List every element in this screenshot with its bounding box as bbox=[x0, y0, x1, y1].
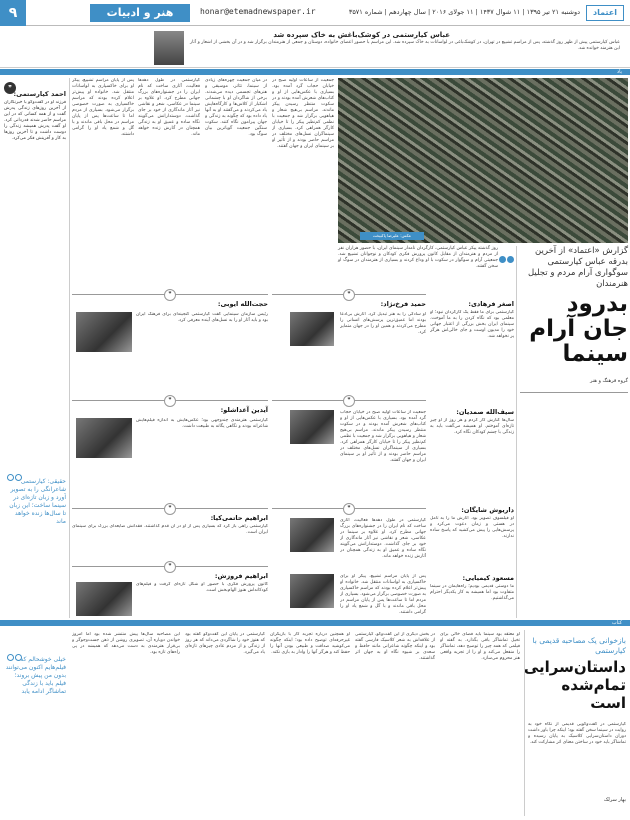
portrait-thumb bbox=[76, 312, 132, 352]
portrait-thumb bbox=[76, 418, 132, 458]
bottom-section-bar bbox=[0, 620, 630, 626]
quote-text-7: کیارستمی راهی باز کرد که بسیاری پس از او در آن قدم گذاشتند. فقدانش ضایعه‌ای بزرگ برای سینمای ایران است. bbox=[72, 524, 268, 535]
quote-text-6: او فیلسوف تصویر بود. آثارش ما را به تأمل در هستی و زمان دعوت می‌کرد و پرسش‌هایی را پیش می‌کشید که پاسخ ساده ندارند. bbox=[430, 516, 514, 539]
section-tab[interactable]: هنر و ادبیات bbox=[90, 4, 190, 22]
portrait-thumb bbox=[290, 518, 334, 552]
quote-text-4: سال‌ها کنارش کار کردم و هر روز از او چیز تازه‌ای آموختم. او همیشه می‌گفت باید به زندگی با چشم کودکان نگاه کرد. bbox=[430, 418, 514, 435]
bottom-column-3: او همچنین درباره تجربه کار با بازیگران غیرحرفه‌ای توضیح داده بود؛ اینکه چگونه می‌کوشید صداقت و طبیعی بودن آنها را حفظ کند و هرگز آنها را وادار به بازی نکند. bbox=[270, 632, 350, 655]
section-bar-label: یاد bbox=[616, 69, 622, 75]
bottom-column-4: کیارستمی در پایان این گفت‌وگو گفته بود که هنوز خود را شاگردی می‌داند که هر روز از زندگی و از مردم عادی چیزهای تازه‌ای یاد می‌گیرد. bbox=[185, 632, 265, 655]
portrait-thumb bbox=[290, 574, 334, 608]
quote-text-extra: پس از پایان مراسم تشییع، پیکر او برای خاکسپاری به لواسانات منتقل شد. خانواده او پیش‌تر اعلام کرده بودند که مراسم خاکسپاری به صورت خصوصی برگزار می‌شود. بسیاری از مردم اما تا ساعت‌ها پس از پایان مراسم در محل باقی ماندند و با گل و شمع یاد او را گرامی داشتند. bbox=[340, 574, 426, 614]
column-divider bbox=[516, 246, 517, 618]
headline-divider bbox=[520, 392, 628, 393]
quote-text-3: رئیس سازمان سینمایی گفت کیارستمی گنجینه‌ای برای فرهنگ ایران بود و باید آثار او را به نسل‌های آینده معرفی کرد. bbox=[136, 312, 268, 323]
column-divider bbox=[69, 78, 70, 618]
quote-circle-icon: ❞ bbox=[164, 395, 176, 407]
bottom-byline: بهار سرلک bbox=[603, 797, 626, 803]
bottom-pull-quote: خیلی خوشحالم که فیلم‌هایم اکنون می‌توانند بدون من پیش بروند؛ فیلم باید با زندگی تماشاگر ادامه یابد bbox=[5, 656, 66, 695]
photo-caption: عکس: علیرضا پاکبیخت bbox=[360, 232, 424, 240]
quote-circle-icon: ❞ bbox=[343, 395, 355, 407]
lead-byline: گروه فرهنگ و هنر bbox=[589, 378, 628, 384]
bottom-bar-label: کتاب bbox=[611, 620, 622, 626]
quote-name-6: داریوش شایگان: bbox=[461, 506, 514, 514]
quote-name-2: حمید فرخ‌نژاد: bbox=[380, 300, 426, 308]
quote-circle-icon: ❞ bbox=[164, 561, 176, 573]
article-column-1: جمعیت از ساعات اولیه صبح در خیابان حجاب گرد آمده بود. بسیاری با عکس‌هایی از او و کتاب‌های شعرش آمده بودند و در سکوت منتظر رسیدن پیکر ماندند. مراسم بی‌هیچ شعار و هیاهویی برگزار شد و جمعیت با نظمی کم‌نظیر پیکر را تا خیابان کارگر همراهی کرد. بسیاری از سینماگران نسل‌های مختلف در مراسم حاضر بودند و از تأثیر او بر سینمای ایران و جهان گفتند. bbox=[272, 78, 334, 149]
section-bar bbox=[0, 69, 630, 75]
quote-name-1: اصغر فرهادی: bbox=[468, 300, 514, 308]
quote-name-7: ابراهیم حاتمی‌کیا: bbox=[210, 514, 268, 522]
quote-name-3: حجت‌الله ایوبی: bbox=[217, 300, 268, 308]
eyes-icon bbox=[4, 466, 22, 474]
quote-text-extra: کیارستمی در طول دهه‌ها فعالیت، آثاری ساخت که نام ایران را در جشنواره‌های بزرگ جهانی مطرح کرد. او علاوه بر سینما در عکاسی، شعر و نقاشی نیز آثار ماندگاری از خود بر جای گذاشت. دوستدارانش می‌گویند نگاه ساده و عمیق او به زندگی همچنان در آثارش زنده خواهد ماند. bbox=[340, 518, 426, 559]
lead-title: بدرود جان آرام سینما bbox=[529, 291, 628, 367]
quote-name-9: ابراهیم فروزش: bbox=[214, 572, 268, 580]
date-line: دوشنبه ۲۱ تیر ۱۳۹۵ | ۱۱ شوال ۱۴۳۷ | ۱۱ جولای ۲۰۱۶ | سال چهاردهم | شماره ۳۵۷۱ bbox=[348, 8, 580, 16]
quote-name-4: سیف‌الله صمدیان: bbox=[456, 408, 514, 416]
article-column-2: در میان جمعیت چهره‌های زیادی از سینما، تئاتر، موسیقی و هنرهای تجسمی دیده می‌شدند. برخی از شاگردان او با چشمانی اشکبار از کلاس‌ها و کارگاه‌هایش یاد می‌کردند و می‌گفتند او به آنها یاد داده بود که چگونه به زندگی و جهان پیرامون نگاه کنند. سکوت سنگین جمعیت گویاترین بیان سوگ بود. bbox=[205, 78, 267, 137]
quote-circle-icon: ❞ bbox=[164, 503, 176, 515]
portrait-thumb bbox=[290, 410, 334, 444]
quote-dots-icon bbox=[498, 248, 514, 256]
quote-text-1: کیارستمی برای ما فقط یک کارگردان نبود؛ او معلمی بود که نگاه کردن را به ما آموخت. سینمای ایران بخش بزرگی از اعتبار جهانی خود را مدیون اوست و جای خالی‌اش هرگز پر نخواهد شد. bbox=[430, 310, 514, 339]
quote-text-5: کیارستمی هنرمندی چندوجهی بود؛ عکس‌هایش به اندازه فیلم‌هایش شاعرانه بودند و نگاهی یگانه به طبیعت داشت. bbox=[136, 418, 268, 429]
quote-circle-icon: ❞ bbox=[343, 289, 355, 301]
bottom-column-5: این مصاحبه سال‌ها پیش منتشر شده بود اما امروز خواندن دوباره آن، تصویری روشن از ذهن جست‌وجوگر و بی‌قرار هنرمندی به دست می‌دهد که همیشه در پی راه‌های تازه بود. bbox=[72, 632, 180, 655]
portrait-thumb bbox=[290, 312, 334, 346]
bottom-kicker: بازخوانی یک مصاحبه قدیمی با کیارستمی bbox=[532, 636, 626, 655]
article-column-3: کیارستمی در طول دهه‌ها فعالیت، آثاری ساخت که نام ایران را در جشنواره‌های بزرگ جهانی مطرح کرد. او علاوه بر سینما در عکاسی، شعر و نقاشی نیز آثار ماندگاری از خود بر جای گذاشت. دوستدارانش می‌گویند نگاه ساده و عمیق او به زندگی همچنان در آثارش زنده خواهد ماند. bbox=[138, 78, 200, 137]
left-column-name: احمد کیارستمی: bbox=[13, 90, 66, 98]
top-news-title: عباس کیارستمی در کوشک‌باغش به خاک سپرده شد bbox=[273, 31, 450, 39]
top-news-text: عباس کیارستمی پیش از ظهر روز گذشته، پس از مراسم تشییع در تهران، در کوشک‌باغی در لواسانات به خاک سپرده شد. این مراسم با حضور اعضای خانواده، دوستان و جمعی از هنرمندان برگزار شد و در آن بخشی از اشعار و آثار این هنرمند خوانده شد. bbox=[190, 40, 620, 51]
top-news bbox=[0, 28, 630, 68]
quote-text-2: او سادگی را به هنر تبدیل کرد. آثارش بی‌ادعا بودند اما عمیق‌ترین پرسش‌های انسانی را مطرح می‌کردند و همین او را در جهان متمایز کرد. bbox=[340, 312, 426, 335]
left-column-text: فرزند او در گفت‌وگو با خبرنگاران از آخرین روزهای زندگی پدرش گفت و از همه کسانی که در این مراسم حاضر شدند قدردانی کرد. او گفت پدرش همیشه زندگی را دوست داشت و تا آخرین روزها به کار و آفرینش فکر می‌کرد. bbox=[4, 100, 66, 141]
portrait-thumb bbox=[76, 582, 132, 616]
quote-name-5: آیدین آغداشلو: bbox=[220, 406, 268, 414]
lead-headline bbox=[520, 246, 628, 367]
bottom-column-2: در بخش دیگری از این گفت‌وگو، کیارستمی از علاقه‌اش به شعر کلاسیک فارسی گفته بود و اینکه چگونه شاعرانی مانند حافظ و سعدی بر شیوه نگاه او به جهان اثر گذاشتند. bbox=[355, 632, 435, 661]
funeral-crowd-photo bbox=[338, 78, 628, 243]
quote-text-8: ما دوستی قدیمی بودیم؛ راه‌هایمان در سینما متفاوت بود اما همیشه به کار یکدیگر احترام می‌گذاشتیم. bbox=[430, 584, 514, 601]
quote-circle-icon: ❞ bbox=[343, 503, 355, 515]
bottom-lead: کیارستمی در گفت‌وگویی قدیمی از نگاه خود به روایت در سینما سخن گفته بود؛ اینکه چرا باور داشت دوران داستان‌سرایی کلاسیک به پایان رسیده و تماشاگر باید خود در ساختن معنای اثر مشارکت کند. bbox=[528, 722, 626, 745]
article-column-4: پس از پایان مراسم تشییع، پیکر او برای خاکسپاری به لواسانات منتقل شد. خانواده او پیش‌تر اعلام کرده بودند که مراسم خاکسپاری به صورت خصوصی برگزار می‌شود. بسیاری از مردم اما تا ساعت‌ها پس از پایان مراسم در محل باقی ماندند و با گل و شمع یاد او را گرامی داشتند. bbox=[72, 78, 134, 137]
quote-text-9: کانون پرورش فکری با حضور او شکل تازه‌ای گرفت و فیلم‌های کودکانه‌اش هنوز الهام‌بخش است. bbox=[136, 582, 268, 593]
page-number: ۹ bbox=[0, 0, 26, 26]
left-column-quote: حقیقی: کیارستمی شاعرانگی را به تصویر آورد و زبان تازه‌ای در سینما ساخت؛ این زبان تا سال‌ها زنده خواهد ماند bbox=[9, 478, 66, 525]
bottom-column-1: او معتقد بود سینما باید فضای خالی برای تخیل تماشاگر باقی بگذارد. به گفته او فیلمی که همه چیز را توضیح دهد، تماشاگر را منفعل می‌کند و او را از تجربه واقعی هنر محروم می‌سازد. bbox=[440, 632, 520, 661]
quote-circle-icon: ❞ bbox=[164, 289, 176, 301]
newspaper-logo: اعتماد bbox=[586, 5, 624, 21]
quote-text-extra: جمعیت از ساعات اولیه صبح در خیابان حجاب گرد آمده بود. بسیاری با عکس‌هایی از او و کتاب‌های شعرش آمده بودند و در سکوت منتظر رسیدن پیکر ماندند. مراسم بی‌هیچ شعار و هیاهویی برگزار شد و جمعیت با نظمی کم‌نظیر پیکر را تا خیابان کارگر همراهی کرد. بسیاری از سینماگران نسل‌های مختلف در مراسم حاضر بودند و از تأثیر او بر سینمای ایران و جهان گفتند. bbox=[340, 410, 426, 463]
bottom-headline bbox=[523, 636, 626, 712]
lead-kicker: گزارش «اعتماد» از آخرین بدرقه عباس کیارستمی سوگواری آرام مردم و تجلیل هنرمندان bbox=[527, 246, 628, 289]
section-email[interactable]: honar@etemadnewspaper.ir bbox=[200, 7, 316, 16]
bottom-title: داستان‌سرایی تمام‌شده است bbox=[523, 658, 626, 712]
eyes-icon bbox=[4, 646, 22, 654]
quote-circle-icon: ❞ bbox=[4, 82, 16, 94]
top-news-photo bbox=[154, 31, 184, 65]
page-header bbox=[0, 0, 630, 26]
column-divider bbox=[524, 630, 525, 816]
quote-name-8: مسعود کیمیایی: bbox=[462, 574, 514, 582]
lead-text: روز گذشته پیکر عباس کیارستمی، کارگردان نامدار سینمای ایران، با حضور هزاران نفر از مردم و هنرمندان از مقابل کانون پرورش فکری کودکان و نوجوانان تشییع شد. جمعیتی آرام و سوگوار در سکوت با او وداع کردند و بسیاری از هنرمندان در سوگ او سخن گفتند. bbox=[338, 246, 498, 269]
